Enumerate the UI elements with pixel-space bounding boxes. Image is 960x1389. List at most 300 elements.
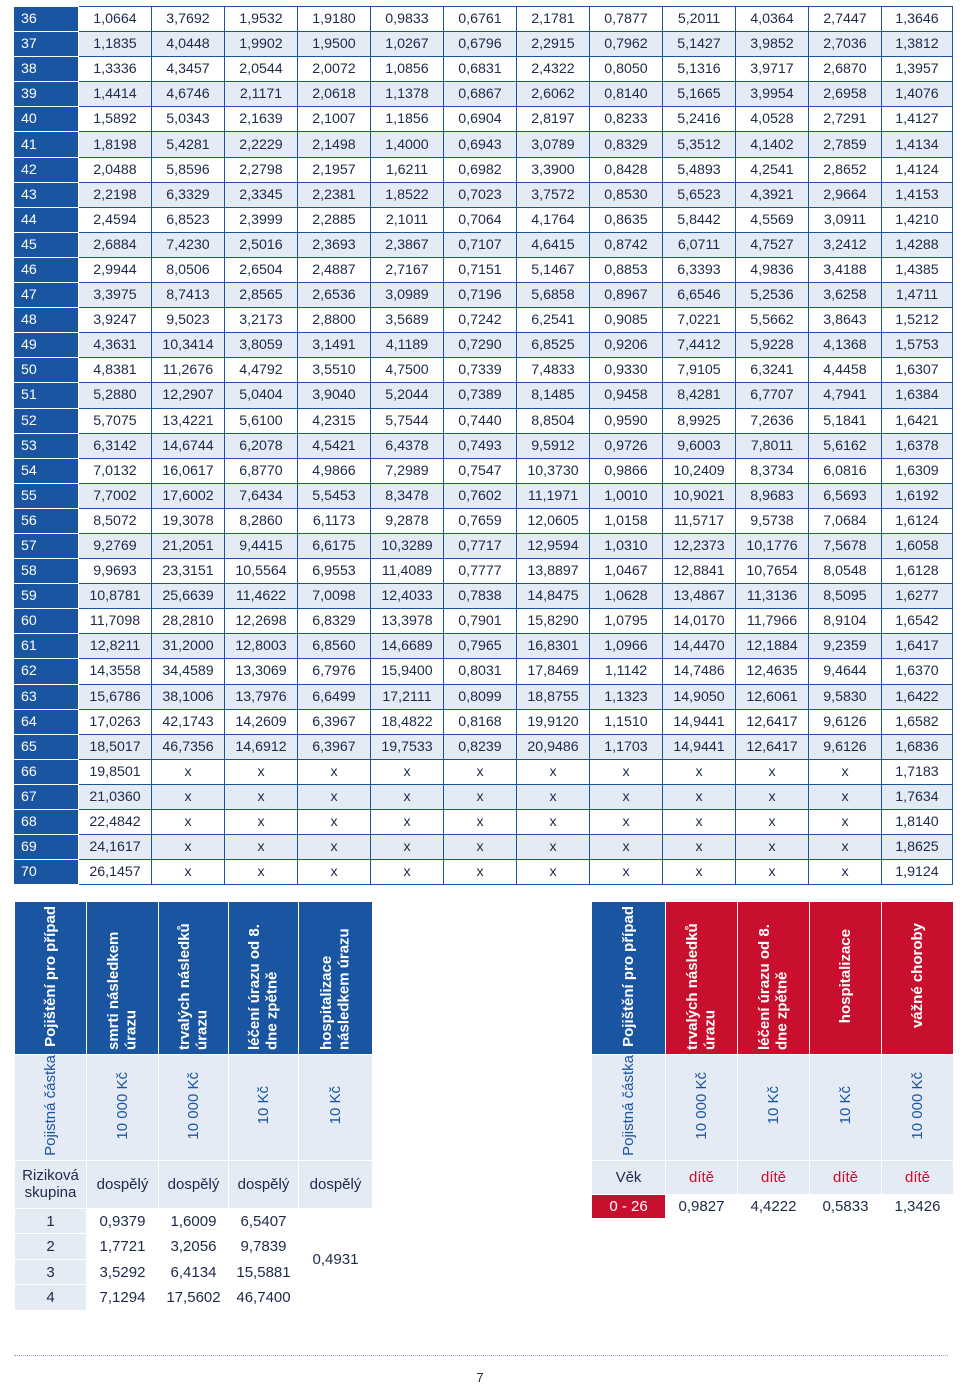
rate-cell: 7,0221 [663,308,736,333]
rate-cell: 2,4594 [79,207,152,232]
rate-cell: 0,9833 [371,7,444,32]
rate-cell: 1,1323 [590,684,663,709]
rate-row [15,659,953,684]
rate-cell: 5,6162 [809,433,882,458]
rate-cell: 10,2409 [663,458,736,483]
rate-cell: x [298,759,371,784]
rate-cell: 4,3631 [79,333,152,358]
rate-cell: 4,7500 [371,358,444,383]
rate-cell: 1,4153 [882,182,953,207]
rate-cell: 0,9458 [590,383,663,408]
rate-cell: 3,4188 [809,257,882,282]
rate-cell: 1,9532 [225,7,298,32]
rate-cell: 2,9664 [809,182,882,207]
rate-cell: 11,3136 [736,584,809,609]
rate-cell: 5,2011 [663,7,736,32]
rate-row [15,810,953,835]
rate-cell: 1,1835 [79,32,152,57]
rate-cell: 31,2000 [152,634,225,659]
rate-cell: 5,0343 [152,107,225,132]
rate-cell: 25,6639 [152,584,225,609]
rate-cell: 16,0617 [152,458,225,483]
rate-cell: 6,4378 [371,433,444,458]
rate-cell: 9,5023 [152,308,225,333]
age-cell: 44 [15,207,79,232]
rate-cell: 5,6100 [225,408,298,433]
rate-cell: 12,2907 [152,383,225,408]
rate-cell: 1,6192 [882,483,953,508]
rate-cell: 0,9827 [666,1194,738,1218]
age-cell: 43 [15,182,79,207]
rate-cell: 8,7413 [152,283,225,308]
age-band: 0 - 26 [592,1194,666,1218]
rate-cell: 11,5717 [663,508,736,533]
rate-cell: 3,0989 [371,283,444,308]
rate-cell: 1,4127 [882,107,953,132]
rate-cell: 1,6009 [159,1208,229,1234]
rate-cell: 5,2536 [736,283,809,308]
rate-cell: 5,2416 [663,107,736,132]
column-header: smrti následkem úrazu [87,902,159,1055]
rate-cell: 2,3345 [225,182,298,207]
rate-cell: 1,4134 [882,132,953,157]
rate-cell: 15,6786 [79,684,152,709]
rate-cell: 1,1378 [371,82,444,107]
rate-cell: 12,8003 [225,634,298,659]
rate-cell: 3,1491 [298,333,371,358]
sum-insured-value: 10 Kč [229,1055,299,1161]
age-cell: 37 [15,32,79,57]
rate-cell: 3,5689 [371,308,444,333]
rate-cell: 1,6542 [882,609,953,634]
rate-cell: 1,8625 [882,835,953,860]
rate-cell: 0,7151 [444,257,517,282]
rate-cell: 1,1856 [371,107,444,132]
rate-cell: 7,4412 [663,333,736,358]
rate-cell: 4,9866 [298,458,371,483]
rate-cell: 8,8504 [517,408,590,433]
rate-cell: 1,8522 [371,182,444,207]
column-header: léčení úrazu od 8. dne zpětně [229,902,299,1055]
rate-cell: 4,2541 [736,157,809,182]
rate-row [15,860,953,885]
rate-row [15,7,953,32]
rate-cell: 5,4281 [152,132,225,157]
rate-cell: 5,2044 [371,383,444,408]
rate-cell: 4,9836 [736,257,809,282]
rate-cell: 0,8168 [444,709,517,734]
rate-cell: 2,1498 [298,132,371,157]
rate-cell: x [298,810,371,835]
rate-cell: x [590,759,663,784]
rate-cell: x [809,810,882,835]
rate-cell: 0,9726 [590,433,663,458]
age-cell: 40 [15,107,79,132]
rate-cell: 14,9441 [663,734,736,759]
rate-cell: 1,0664 [79,7,152,32]
rate-cell: 3,2173 [225,308,298,333]
rate-cell: 6,6175 [298,533,371,558]
rate-cell: 6,1173 [298,508,371,533]
rate-cell: 5,7075 [79,408,152,433]
rate-cell: 12,8841 [663,559,736,584]
rate-cell: 9,5738 [736,508,809,533]
rate-cell: 2,3867 [371,232,444,257]
rate-cell: 24,1617 [79,835,152,860]
rate-cell: 7,0132 [79,458,152,483]
rate-cell: 12,6061 [736,684,809,709]
rate-row [15,759,953,784]
rate-row [15,32,953,57]
rate-cell: 2,8197 [517,107,590,132]
age-category: dospělý [299,1160,373,1208]
rate-cell: 0,6796 [444,32,517,57]
sum-insured-value: 10 000 Kč [159,1055,229,1161]
rate-cell: 10,8781 [79,584,152,609]
rate-cell: 4,1189 [371,333,444,358]
rate-cell: 1,0310 [590,533,663,558]
rate-cell: 2,7859 [809,132,882,157]
rate-row [15,483,953,508]
rate-cell: 3,3900 [517,157,590,182]
rate-cell: 0,8967 [590,283,663,308]
rate-row [15,433,953,458]
rate-cell: x [809,860,882,885]
age-category: dospělý [229,1160,299,1208]
rate-cell: 8,0506 [152,257,225,282]
rate-cell: 4,7527 [736,232,809,257]
rate-cell: 4,0528 [736,107,809,132]
rate-cell: 9,2878 [371,508,444,533]
rate-cell: 1,0010 [590,483,663,508]
rate-cell: 1,1510 [590,709,663,734]
risk-group-number: 2 [15,1234,87,1260]
rate-cell: 28,2810 [152,609,225,634]
rate-cell: 2,6536 [298,283,371,308]
rate-cell: 5,3512 [663,132,736,157]
rate-cell: 8,9925 [663,408,736,433]
rate-cell: x [371,759,444,784]
rate-row [15,458,953,483]
rate-cell: 19,8501 [79,759,152,784]
rate-cell: 6,4134 [159,1259,229,1285]
rate-cell: 4,4458 [809,358,882,383]
rate-row [15,257,953,282]
rate-cell: 14,6744 [152,433,225,458]
rate-cell: 0,7962 [590,32,663,57]
age-cell: 66 [15,759,79,784]
rate-cell: 1,3812 [882,32,953,57]
rate-cell: 0,8428 [590,157,663,182]
rate-cell: 1,4124 [882,157,953,182]
age-cell: 69 [15,835,79,860]
rate-cell: 8,4281 [663,383,736,408]
rate-cell: 2,6884 [79,232,152,257]
rate-cell: x [809,759,882,784]
rate-cell: 1,8198 [79,132,152,157]
rate-cell: 2,1781 [517,7,590,32]
sum-insured-value: 10 000 Kč [666,1055,738,1161]
age-cell: 56 [15,508,79,533]
age-cell: 50 [15,358,79,383]
rate-cell: 14,7486 [663,659,736,684]
rate-cell: 6,8523 [152,207,225,232]
rate-cell: 5,1665 [663,82,736,107]
rate-cell: 4,8381 [79,358,152,383]
age-cell: 55 [15,483,79,508]
rate-cell: 9,2769 [79,533,152,558]
rate-cell: 14,6689 [371,634,444,659]
rate-cell: 0,9206 [590,333,663,358]
rate-cell: 0,6867 [444,82,517,107]
rate-cell: 1,0628 [590,584,663,609]
rate-cell: 19,9120 [517,709,590,734]
rate-cell: 3,2056 [159,1234,229,1260]
rate-cell: 7,0684 [809,508,882,533]
rate-cell: x [809,835,882,860]
rate-cell: 22,4842 [79,810,152,835]
rate-cell: 1,6384 [882,383,953,408]
risk-group-label: Riziková skupina [15,1160,87,1208]
rate-cell: 3,7692 [152,7,225,32]
insurance-for-label: Pojištění pro případ [15,902,87,1055]
rate-cell: 1,8140 [882,810,953,835]
rate-cell: 2,0488 [79,157,152,182]
rate-cell: 1,4076 [882,82,953,107]
rate-cell: 9,5912 [517,433,590,458]
rate-cell: 14,6912 [225,734,298,759]
rate-cell: x [736,860,809,885]
rate-cell: x [152,835,225,860]
age-cell: 51 [15,383,79,408]
rate-cell: 6,3393 [663,257,736,282]
rate-cell: 14,9050 [663,684,736,709]
rate-cell: 10,3730 [517,458,590,483]
rate-cell: 13,3069 [225,659,298,684]
rate-cell: 46,7356 [152,734,225,759]
rate-cell: x [371,784,444,809]
rate-cell: x [371,860,444,885]
rate-cell: 3,9954 [736,82,809,107]
rate-cell: 10,9021 [663,483,736,508]
rate-cell: 14,9441 [663,709,736,734]
rate-cell: 5,8596 [152,157,225,182]
rate-cell: 10,3414 [152,333,225,358]
rate-cell: 0,7242 [444,308,517,333]
rate-cell: 34,4589 [152,659,225,684]
rate-cell: 6,3329 [152,182,225,207]
rate-cell: 8,2860 [225,508,298,533]
rate-cell: 0,7602 [444,483,517,508]
rate-cell: 12,4635 [736,659,809,684]
rate-cell: 0,7901 [444,609,517,634]
rate-row [15,559,953,584]
rate-cell: 2,3693 [298,232,371,257]
rate-cell: 2,4322 [517,57,590,82]
rate-cell: 2,2885 [298,207,371,232]
rate-cell: 0,8031 [444,659,517,684]
rate-cell: 7,4230 [152,232,225,257]
age-cell: 59 [15,584,79,609]
age-cell: 64 [15,709,79,734]
rate-cell: 10,5564 [225,559,298,584]
rate-cell: 2,8800 [298,308,371,333]
rate-cell: 1,9500 [298,32,371,57]
rate-cell: 16,8301 [517,634,590,659]
column-header: trvalých následků úrazu [666,902,738,1055]
rate-cell: 9,4415 [225,533,298,558]
rate-cell: 1,7721 [87,1234,159,1260]
rate-cell: 0,9590 [590,408,663,433]
rate-cell: 1,0467 [590,559,663,584]
age-cell: 61 [15,634,79,659]
rate-cell: 2,2198 [79,182,152,207]
rate-cell: 23,3151 [152,559,225,584]
rate-cell: 0,7339 [444,358,517,383]
rate-row [15,383,953,408]
risk-group-number: 1 [15,1208,87,1234]
rate-cell: x [225,784,298,809]
rate-row [15,232,953,257]
rate-cell: 3,7572 [517,182,590,207]
rate-cell: 10,1776 [736,533,809,558]
rate-cell: 9,5830 [809,684,882,709]
sum-insured-value: 10 000 Kč [882,1055,954,1161]
rate-cell: x [517,835,590,860]
rate-cell: 7,2989 [371,458,444,483]
age-category: dítě [738,1160,810,1194]
age-cell: 54 [15,458,79,483]
column-header: hospitalizace [810,902,882,1055]
rate-cell: 12,2698 [225,609,298,634]
rate-cell: 13,7976 [225,684,298,709]
risk-group-number: 4 [15,1285,87,1311]
rate-table-body [15,7,953,885]
rate-cell: 0,7717 [444,533,517,558]
rate-cell: 1,0158 [590,508,663,533]
rate-cell: 0,5833 [810,1194,882,1218]
rate-cell: 4,0448 [152,32,225,57]
rate-cell: 7,1294 [87,1285,159,1311]
rate-cell: 2,8565 [225,283,298,308]
rate-cell: 4,5421 [298,433,371,458]
rate-cell: 4,1764 [517,207,590,232]
age-cell: 57 [15,533,79,558]
rate-row [15,684,953,709]
rate-cell: 9,2359 [809,634,882,659]
rate-cell: 26,1457 [79,860,152,885]
age-cell: 49 [15,333,79,358]
rate-cell: 10,3289 [371,533,444,558]
rate-cell: 1,1703 [590,734,663,759]
rate-cell: 2,7291 [809,107,882,132]
rate-cell: 9,6126 [809,709,882,734]
rate-cell: 5,2880 [79,383,152,408]
rate-cell: 0,7547 [444,458,517,483]
rate-cell: 1,9902 [225,32,298,57]
rate-cell: 11,1971 [517,483,590,508]
rate-cell: 5,5662 [736,308,809,333]
rate-cell: 4,5569 [736,207,809,232]
rate-cell: x [152,784,225,809]
rate-cell: x [298,835,371,860]
rate-cell: x [225,835,298,860]
rate-cell: 6,3967 [298,734,371,759]
rate-cell: 0,8530 [590,182,663,207]
rate-cell: x [517,784,590,809]
age-label: Věk [592,1160,666,1194]
rate-cell: 5,1841 [809,408,882,433]
rate-cell: 4,7941 [809,383,882,408]
rate-cell: 14,8475 [517,584,590,609]
rate-cell: 3,9040 [298,383,371,408]
rate-cell: x [590,810,663,835]
rate-cell: 3,5510 [298,358,371,383]
rate-cell: 11,7098 [79,609,152,634]
rate-cell: 3,0789 [517,132,590,157]
age-cell: 65 [15,734,79,759]
rate-cell: 19,3078 [152,508,225,533]
rate-cell: 6,5407 [229,1208,299,1234]
rate-cell: x [444,810,517,835]
rate-cell: 14,0170 [663,609,736,634]
rate-cell: 1,4210 [882,207,953,232]
rate-cell: 11,4089 [371,559,444,584]
rate-cell: x [371,835,444,860]
rate-cell: 7,0098 [298,584,371,609]
rate-row [15,734,953,759]
rate-cell: 0,7659 [444,508,517,533]
rate-cell: 8,5095 [809,584,882,609]
rate-cell: 6,7707 [736,383,809,408]
rate-row [15,157,953,182]
rate-cell: 0,9330 [590,358,663,383]
rate-cell: 18,4822 [371,709,444,734]
rate-cell: 6,8560 [298,634,371,659]
rate-cell: 4,3921 [736,182,809,207]
rate-row [15,82,953,107]
age-cell: 41 [15,132,79,157]
rate-cell: 0,6831 [444,57,517,82]
age-category: dospělý [159,1160,229,1208]
rate-cell: 6,6546 [663,283,736,308]
rate-cell: 0,8635 [590,207,663,232]
rate-cell: 17,8469 [517,659,590,684]
rate-cell: 1,6417 [882,634,953,659]
rate-cell: 4,1402 [736,132,809,157]
rate-cell: 0,9085 [590,308,663,333]
rate-cell: 6,3967 [298,709,371,734]
rate-cell: 6,5693 [809,483,882,508]
column-header: vážné choroby [882,902,954,1055]
column-header: trvalých následků úrazu [159,902,229,1055]
rate-cell: 2,4887 [298,257,371,282]
rate-cell: x [371,810,444,835]
rate-cell: 6,8525 [517,333,590,358]
rate-cell: x [444,759,517,784]
rate-cell: 1,6058 [882,533,953,558]
rate-cell: 1,4000 [371,132,444,157]
rate-cell: 6,3241 [736,358,809,383]
rate-cell: 17,5602 [159,1285,229,1311]
rate-cell: 0,7064 [444,207,517,232]
rate-cell: 2,8652 [809,157,882,182]
rate-cell: 4,2315 [298,408,371,433]
rate-cell: 0,7389 [444,383,517,408]
rate-cell: 1,6211 [371,157,444,182]
rate-cell: 6,0816 [809,458,882,483]
rate-row [15,533,953,558]
